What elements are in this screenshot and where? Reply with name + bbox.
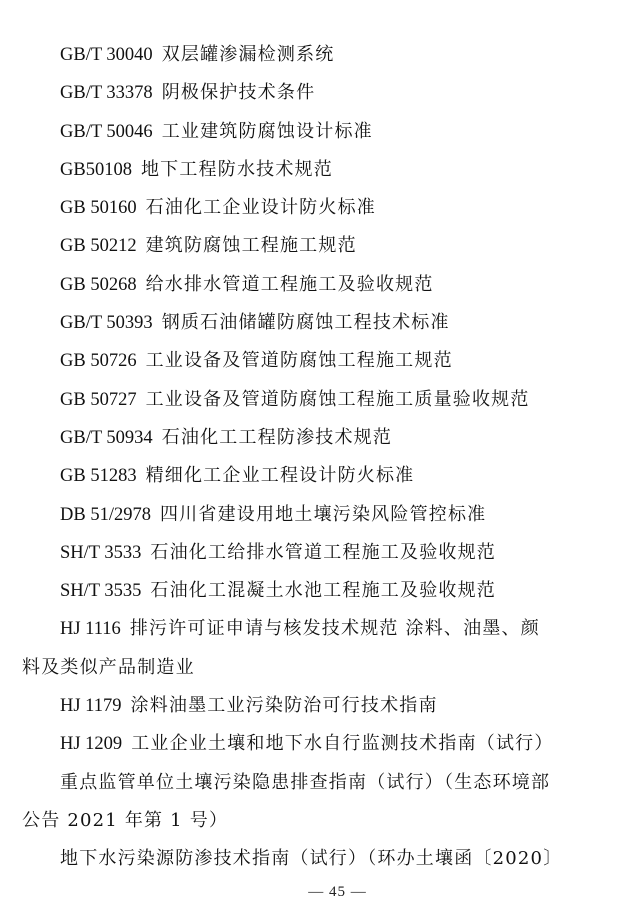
standard-title-continuation: 公告 2021 年第 1 号）: [22, 809, 229, 831]
standard-code: GB 50727: [60, 389, 137, 410]
reference-continuation: [0, 649, 627, 687]
standard-code: HJ 1209: [60, 734, 123, 755]
standard-code: HJ 1116: [60, 619, 121, 640]
standard-code: DB 51/2978: [60, 504, 151, 525]
standard-code: GB 50268: [60, 274, 137, 295]
standard-title: 工业设备及管道防腐蚀工程施工质量验收规范: [145, 388, 530, 410]
standard-title: 重点监管单位土壤污染隐患排查指南（试行）（生态环境部: [60, 771, 551, 793]
reference-item: [0, 572, 627, 610]
standard-code: GB 51283: [60, 466, 137, 487]
standard-code: GB 50160: [60, 198, 137, 219]
reference-item: [0, 304, 627, 342]
standard-title: 工业建筑防腐蚀设计标准: [161, 120, 373, 142]
page-number: — 45 —: [308, 884, 367, 900]
standard-title: 四川省建设用地土壤污染风险管控标准: [159, 503, 487, 525]
standard-code: GB/T 33378: [60, 83, 153, 104]
standard-title: 工业设备及管道防腐蚀工程施工规范: [145, 350, 453, 372]
reference-item: [0, 687, 627, 725]
standard-code: GB/T 50046: [60, 121, 153, 142]
standard-code: GB 50212: [60, 236, 137, 257]
standard-title: 排污许可证申请与核发技术规范 涂料、油墨、颜: [129, 618, 540, 640]
reference-item: [0, 36, 627, 74]
standard-code: GB/T 50934: [60, 427, 153, 448]
standard-title: 建筑防腐蚀工程施工规范: [145, 235, 357, 257]
reference-item: [0, 113, 627, 151]
reference-item: [0, 610, 627, 648]
reference-item: [0, 534, 627, 572]
standard-title: 石油化工工程防渗技术规范: [161, 426, 393, 448]
reference-item: [0, 74, 627, 112]
standard-code: SH/T 3535: [60, 581, 142, 602]
standard-code: SH/T 3533: [60, 542, 142, 563]
reference-item: [0, 496, 627, 534]
standard-title: 给水排水管道工程施工及验收规范: [145, 273, 434, 295]
standard-title: 石油化工混凝土水池工程施工及验收规范: [150, 580, 496, 602]
standard-title: 地下工程防水技术规范: [140, 158, 333, 180]
reference-item: [0, 266, 627, 304]
standard-code: GB/T 30040: [60, 45, 153, 65]
reference-continuation: [0, 802, 627, 840]
standard-code: GB50108: [60, 159, 132, 180]
reference-item: [0, 381, 627, 419]
reference-list: [0, 36, 627, 879]
standard-title: 钢质石油储罐防腐蚀工程技术标准: [161, 312, 450, 334]
reference-item: [0, 725, 627, 763]
standard-title: 精细化工企业工程设计防火标准: [145, 465, 415, 487]
standard-code: HJ 1179: [60, 696, 122, 717]
reference-item: [0, 457, 627, 495]
reference-item: [0, 189, 627, 227]
reference-item: [0, 764, 627, 802]
standard-title: 工业企业土壤和地下水自行监测技术指南（试行）: [131, 733, 554, 755]
standard-title: 石油化工给排水管道工程施工及验收规范: [150, 541, 496, 563]
reference-item: [0, 151, 627, 189]
standard-title: 涂料油墨工业污染防治可行技术指南: [130, 695, 438, 717]
standard-code: GB/T 50393: [60, 313, 153, 334]
standard-title: 地下水污染源防渗技术指南（试行）（环办土壤函〔2020〕: [60, 848, 563, 870]
standard-title: 双层罐渗漏检测系统: [161, 44, 335, 65]
standard-title: 阴极保护技术条件: [161, 82, 316, 104]
standard-code: GB 50726: [60, 351, 137, 372]
reference-item: [0, 227, 627, 265]
reference-item: [0, 419, 627, 457]
standard-title: 石油化工企业设计防火标准: [145, 197, 376, 219]
standard-title-continuation: 料及类似产品制造业: [22, 656, 195, 678]
reference-item: [0, 840, 627, 878]
reference-item: [0, 342, 627, 380]
